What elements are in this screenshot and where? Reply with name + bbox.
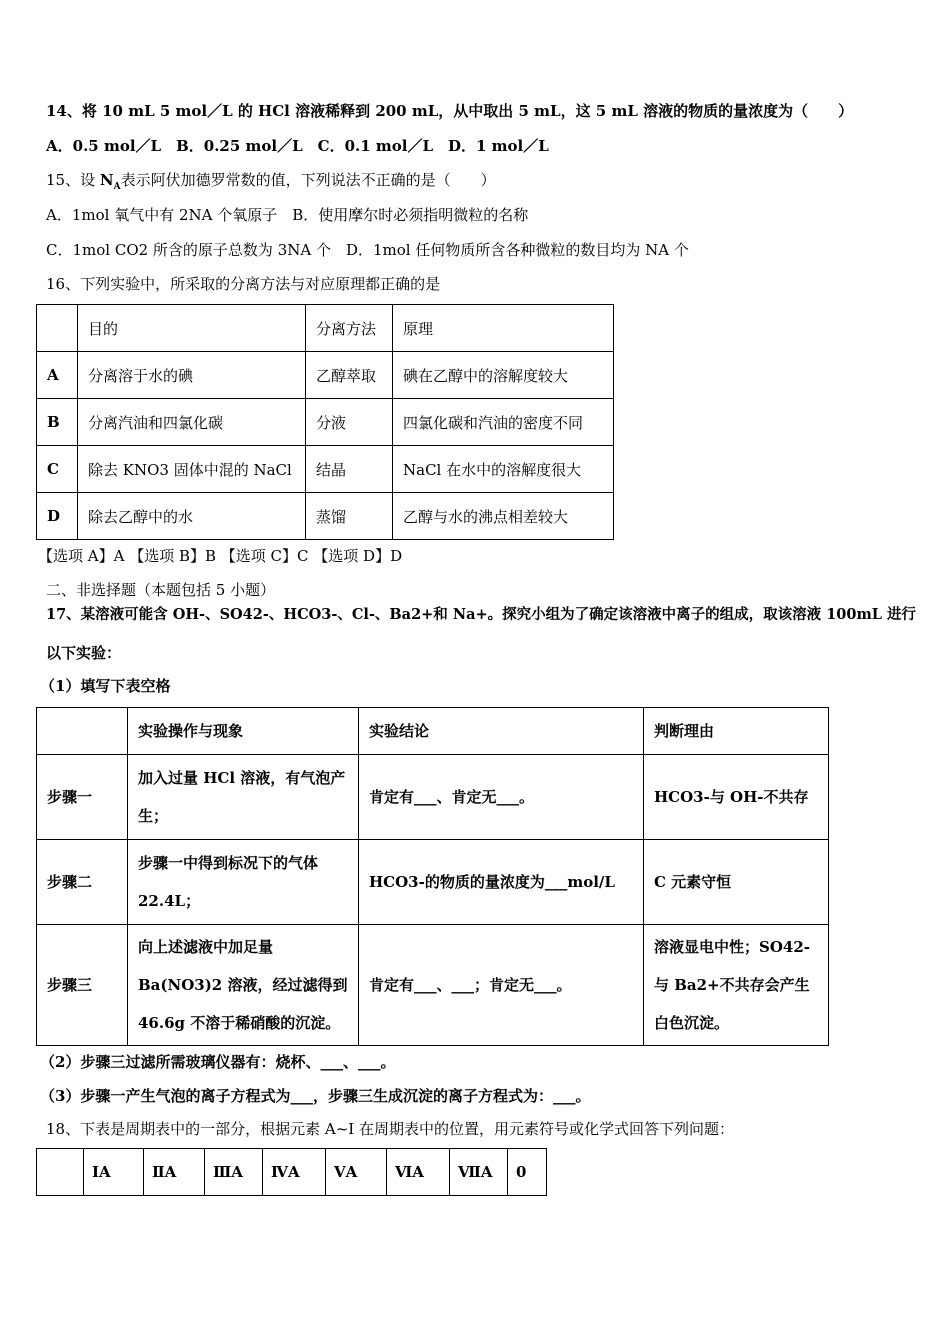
q15-options-cd: C．1mol CO2 所含的原子总数为 3NA 个 D．1mol 任何物质所含各种微粒的数目均为 NA 个 bbox=[46, 241, 689, 259]
table-cell: 肯定有___、肯定无___。 bbox=[359, 755, 644, 840]
table-cell: 肯定有___、___；肯定无___。 bbox=[359, 925, 644, 1046]
table-header-row bbox=[37, 1149, 547, 1196]
table-cell: D bbox=[37, 493, 78, 540]
table-cell: ⅢA bbox=[205, 1149, 263, 1196]
table-cell: 0 bbox=[508, 1149, 547, 1196]
table-cell: B bbox=[37, 399, 78, 446]
table-cell: C 元素守恒 bbox=[644, 840, 829, 925]
table-cell: 除去乙醇中的水 bbox=[78, 493, 306, 540]
table-cell: 实验操作与现象 bbox=[128, 708, 359, 755]
q17-part3: （3）步骤一产生气泡的离子方程式为___，步骤三生成沉淀的离子方程式为：___。 bbox=[40, 1087, 591, 1105]
table-cell: 判断理由 bbox=[644, 708, 829, 755]
table-cell: 向上述滤液中加足量 Ba(NO3)2 溶液，经过滤得到 46.6g 不溶于稀硝酸的沉淀。 bbox=[128, 925, 359, 1046]
table-row bbox=[37, 755, 829, 840]
table-cell: HCO3-与 OH-不共存 bbox=[644, 755, 829, 840]
table-row bbox=[37, 399, 614, 446]
table-header-row bbox=[37, 305, 614, 352]
table-cell: 蒸馏 bbox=[306, 493, 393, 540]
table-cell: 分离方法 bbox=[306, 305, 393, 352]
table-cell: 步骤一 bbox=[37, 755, 128, 840]
q17-part2: （2）步骤三过滤所需玻璃仪器有：烧杯、___、___。 bbox=[40, 1053, 396, 1071]
table-cell: 原理 bbox=[393, 305, 614, 352]
q15-stem: 15、设 $N_A$表示阿伏加德罗常数的值，下列说法不正确的是（ ） bbox=[46, 171, 496, 192]
table-header-row bbox=[37, 708, 829, 755]
table-cell: A bbox=[37, 352, 78, 399]
section-heading: 二、非选择题（本题包括 5 小题） bbox=[46, 581, 276, 599]
table-cell: 分离汽油和四氯化碳 bbox=[78, 399, 306, 446]
table-row bbox=[37, 493, 614, 540]
table-cell: 加入过量 HCl 溶液，有气泡产生； bbox=[128, 755, 359, 840]
table-cell bbox=[37, 305, 78, 352]
table-cell: 四氯化碳和汽油的密度不同 bbox=[393, 399, 614, 446]
q17-table bbox=[36, 707, 829, 1046]
table-cell: C bbox=[37, 446, 78, 493]
q17-stem-line2: 以下实验： bbox=[46, 644, 122, 662]
table-cell: 步骤二 bbox=[37, 840, 128, 925]
table-cell: 溶液显电中性；SO42-与 Ba2+不共存会产生白色沉淀。 bbox=[644, 925, 829, 1046]
table-row bbox=[37, 925, 829, 1046]
table-cell: 实验结论 bbox=[359, 708, 644, 755]
q14-options: A．0.5 mol／L B．0.25 mol／L C．0.1 mol／L D．1 mol／L bbox=[46, 137, 549, 155]
q17-part1: （1）填写下表空格 bbox=[40, 677, 171, 695]
q18-table bbox=[36, 1148, 547, 1196]
table-cell: 乙醇与水的沸点相差较大 bbox=[393, 493, 614, 540]
q15-options-ab: A．1mol 氧气中有 2NA 个氧原子 B．使用摩尔时必须指明微粒的名称 bbox=[46, 206, 529, 224]
table-row bbox=[37, 352, 614, 399]
q18-stem: 18、下表是周期表中的一部分，根据元素 A~I 在周期表中的位置，用元素符号或化学式回答下列问题： bbox=[46, 1120, 734, 1138]
table-row bbox=[37, 446, 614, 493]
table-cell: ⅦA bbox=[450, 1149, 508, 1196]
table-row bbox=[37, 840, 829, 925]
table-cell: 结晶 bbox=[306, 446, 393, 493]
table-cell: 除去 KNO3 固体中混的 NaCl bbox=[78, 446, 306, 493]
table-cell: 乙醇萃取 bbox=[306, 352, 393, 399]
table-cell: ⅤA bbox=[326, 1149, 387, 1196]
q14-stem: 14、将 10 mL 5 mol／L 的 HCl 溶液稀释到 200 mL，从中取出 5 mL，这 5 mL 溶液的物质的量浓度为（ ） bbox=[46, 102, 854, 120]
table-cell: 碘在乙醇中的溶解度较大 bbox=[393, 352, 614, 399]
q16-table bbox=[36, 304, 614, 540]
q16-stem: 16、下列实验中，所采取的分离方法与对应原理都正确的是 bbox=[46, 275, 441, 293]
table-cell: ⅣA bbox=[263, 1149, 326, 1196]
table-cell: 分离溶于水的碘 bbox=[78, 352, 306, 399]
q16-choices: 【选项 A】A 【选项 B】B 【选项 C】C 【选项 D】D bbox=[38, 547, 403, 565]
table-cell: HCO3-的物质的量浓度为___mol/L bbox=[359, 840, 644, 925]
table-cell: 步骤三 bbox=[37, 925, 128, 1046]
table-cell: NaCl 在水中的溶解度很大 bbox=[393, 446, 614, 493]
table-cell: ⅡA bbox=[144, 1149, 205, 1196]
table-cell: ⅥA bbox=[387, 1149, 450, 1196]
table-cell: ⅠA bbox=[84, 1149, 144, 1196]
q17-stem-line1: 17、某溶液可能含 OH-、SO42-、HCO3-、Cl-、Ba2+和 Na+。探究小组为了确定该溶液中离子的组成，取该溶液 100mL 进行 bbox=[46, 606, 917, 623]
table-cell bbox=[37, 1149, 84, 1196]
table-cell: 目的 bbox=[78, 305, 306, 352]
table-cell bbox=[37, 708, 128, 755]
table-cell: 分液 bbox=[306, 399, 393, 446]
table-cell: 步骤一中得到标况下的气体 22.4L； bbox=[128, 840, 359, 925]
